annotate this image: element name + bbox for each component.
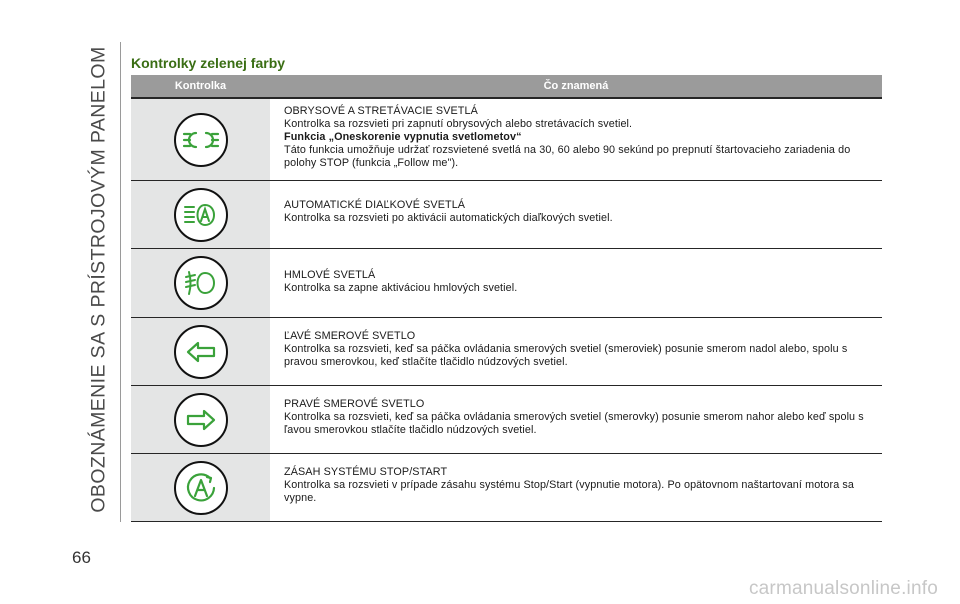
row-text: Kontrolka sa rozsvieti, keď sa páčka ovládania smerových svetiel (smeroviek) posunie smerom nadol alebo, spolu s pravou smerovkou, keď stlačíte tlačidlo núdzových svetiel. — [284, 343, 848, 368]
row-text: Kontrolka sa rozsvieti v prípade zásahu systému Stop/Start (vypnutie motora). Po opätovnom naštartovaní motora sa vypne. — [284, 479, 855, 504]
right-turn-signal-icon — [174, 393, 228, 447]
row-text: Kontrolka sa zapne aktiváciou hmlových svetiel. — [284, 282, 518, 294]
table-header — [131, 75, 882, 99]
table-row — [131, 386, 882, 454]
icon-cell — [131, 318, 270, 385]
row-title: ĽAVÉ SMEROVÉ SVETLO — [284, 330, 416, 342]
row-title: AUTOMATICKÉ DIAĽKOVÉ SVETLÁ — [284, 199, 466, 211]
chapter-side-title: OBOZNÁMENIE SA S PRÍSTROJOVÝM PANELOM — [87, 45, 110, 513]
stop-start-icon — [174, 461, 228, 515]
icon-cell — [131, 249, 270, 317]
description-cell — [270, 181, 882, 248]
row-text-2: Táto funkcia umožňuje udržať rozsvietené svetlá na 30, 60 alebo 90 sekúnd po prepnutí štartovacieho zariadenia do polohy STOP (funkcia „Follow me"). — [284, 144, 851, 169]
description-cell — [270, 249, 882, 317]
table-row — [131, 454, 882, 522]
icon-cell — [131, 454, 270, 521]
table-row — [131, 181, 882, 249]
icon-cell — [131, 181, 270, 248]
row-title: PRAVÉ SMEROVÉ SVETLO — [284, 398, 425, 410]
auto-high-beam-icon — [174, 188, 228, 242]
row-text: Kontrolka sa rozsvieti, keď sa páčka ovládania smerových svetiel (smerovky) posunie smerom nahor alebo keď spolu s ľavou smerovkou stlačíte tlačidlo núdzových svetiel. — [284, 411, 864, 436]
header-icon-column: Kontrolka — [174, 80, 227, 92]
warning-lights-table — [131, 75, 882, 522]
position-lights-icon — [174, 113, 228, 167]
row-title: HMLOVÉ SVETLÁ — [284, 269, 376, 281]
watermark: carmanualsonline.info — [748, 578, 938, 599]
fog-lights-icon — [174, 256, 228, 310]
description-cell — [270, 318, 882, 385]
row-text: Kontrolka sa rozsvieti po aktivácii automatických diaľkových svetiel. — [284, 212, 613, 224]
description-cell — [270, 386, 882, 453]
table-row — [131, 99, 882, 181]
description-cell — [270, 454, 882, 521]
table-row — [131, 318, 882, 386]
table-row — [131, 249, 882, 318]
header-meaning-column: Čo znamená — [543, 80, 609, 92]
section-title: Kontrolky zelenej farby — [131, 55, 286, 71]
page-number: 66 — [72, 548, 91, 567]
row-subtitle: Funkcia „Oneskorenie vypnutia svetlometov“ — [284, 131, 522, 143]
icon-cell — [131, 99, 270, 180]
row-title: ZÁSAH SYSTÉMU STOP/START — [284, 466, 448, 478]
left-turn-signal-icon — [174, 325, 228, 379]
side-divider — [120, 42, 121, 522]
row-text: Kontrolka sa rozsvieti pri zapnutí obrysových alebo stretávacích svetiel. — [284, 118, 633, 130]
icon-cell — [131, 386, 270, 453]
description-cell — [270, 99, 882, 180]
row-title: OBRYSOVÉ A STRETÁVACIE SVETLÁ — [284, 105, 478, 117]
